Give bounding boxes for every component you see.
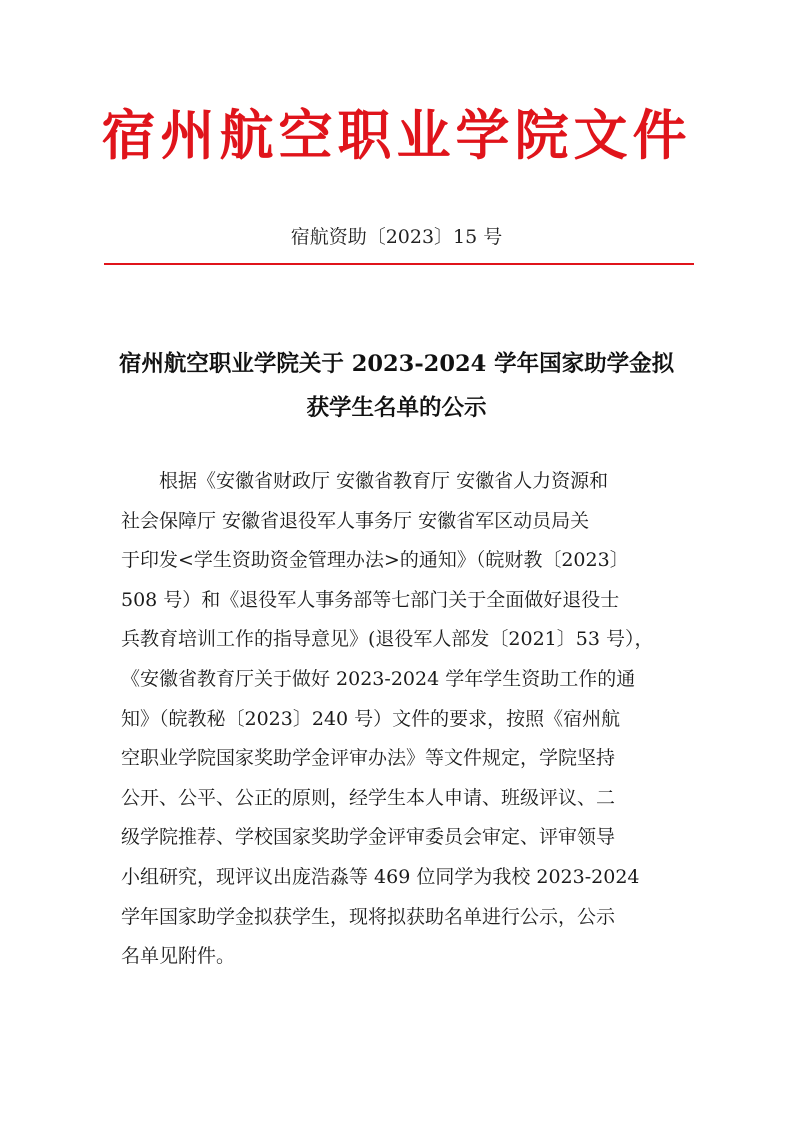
document-header-title: 宿州航空职业学院文件 [101, 104, 692, 167]
notice-title-line-1: 宿州航空职业学院关于 2023-2024 学年国家助学金拟 [118, 351, 675, 377]
body-line: 《安徽省教育厅关于做好 2023-2024 学年学生资助工作的通 [121, 667, 636, 690]
body-line: 小组研究，现评议出庞浩淼等 469 位同学为我校 2023-2024 [121, 865, 640, 888]
body-line: 学年国家助学金拟获学生，现将拟获助名单进行公示，公示 [121, 905, 616, 928]
body-line: 名单见附件。 [121, 945, 236, 968]
body-line: 根据《安徽省财政厅 安徽省教育厅 安徽省人力资源和 [159, 470, 609, 492]
notice-body [121, 462, 681, 977]
body-line: 兵教育培训工作的指导意见》(退役军人部发〔2021〕53 号）， [121, 628, 654, 651]
body-line: 级学院推荐、学校国家奖助学金评审委员会审定、评审领导 [121, 826, 616, 849]
notice-title-line-2: 获学生名单的公示 [306, 395, 487, 421]
body-line: 公开、公平、公正的原则，经学生本人申请、班级评议、二 [121, 786, 616, 809]
body-line: 知》（皖教秘〔2023〕240 号）文件的要求，按照《宿州航 [121, 707, 621, 730]
body-line: 508 号）和《退役军人事务部等七部门关于全面做好退役士 [121, 588, 620, 611]
document-number: 宿航资助〔2023〕15 号 [290, 226, 503, 248]
body-line: 于印发<学生资助资金管理办法>的通知》（皖财教〔2023〕 [121, 549, 629, 572]
notice-title [100, 342, 693, 430]
header-divider [104, 263, 694, 265]
body-line: 空职业学院国家奖助学金评审办法》等文件规定，学院坚持 [121, 747, 616, 770]
body-line: 社会保障厅 安徽省退役军人事务厅 安徽省军区动员局关 [121, 509, 590, 532]
